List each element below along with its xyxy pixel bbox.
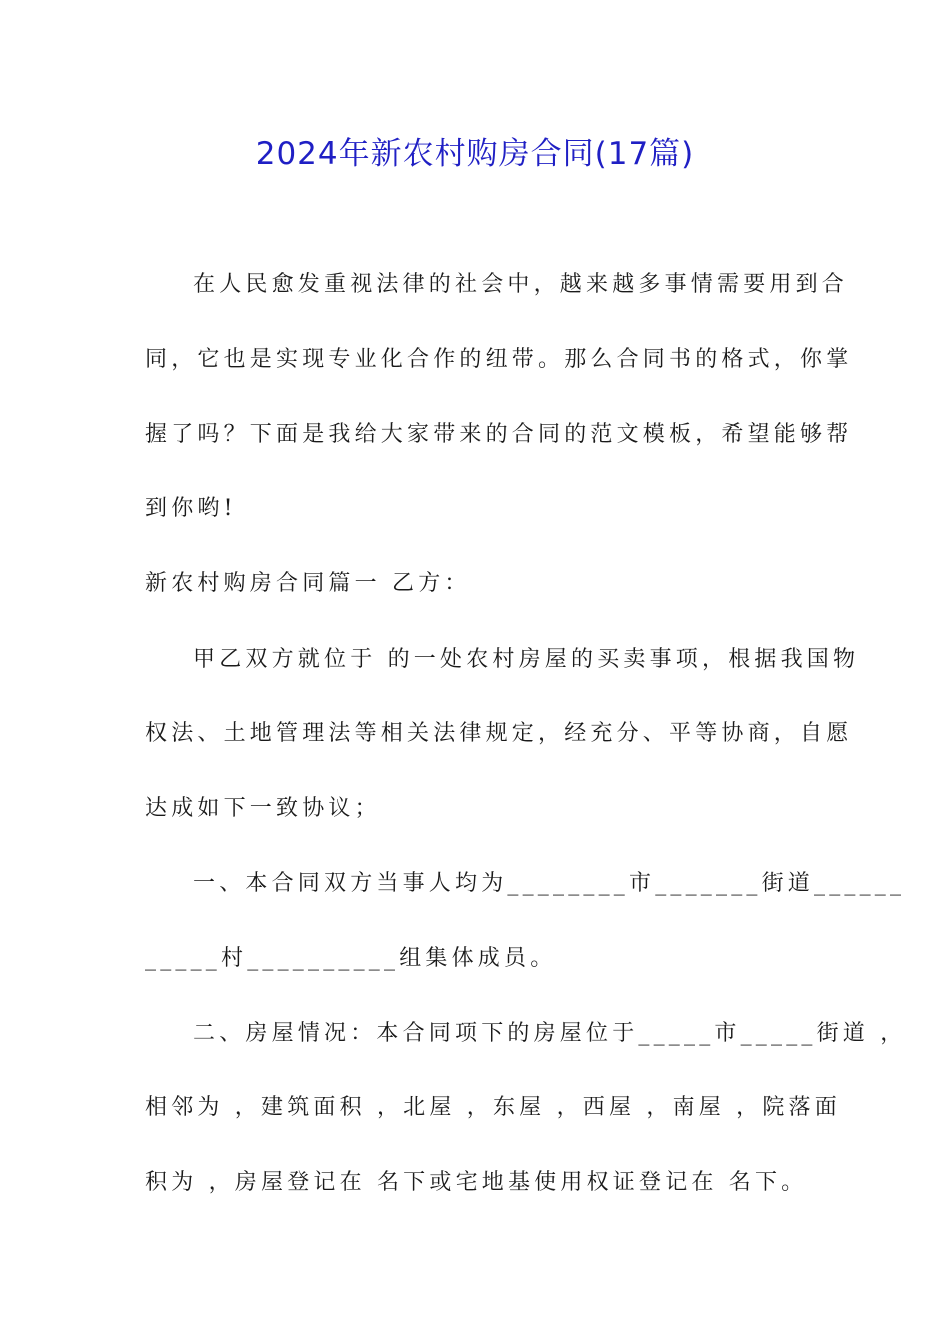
- paragraph-line: 达成如下一致协议；: [145, 796, 381, 821]
- paragraph-line: 甲乙双方就位于 的一处农村房屋的买卖事项，根据我国物: [193, 647, 860, 672]
- paragraph-line: 握了吗？下面是我给大家带来的合同的范文模板，希望能够帮: [145, 422, 853, 447]
- paragraph-line: 到你哟!: [145, 496, 237, 521]
- clause-line: 相邻为 ，建筑面积 ，北屋 ，东屋 ，西屋 ，南屋 ，院落面: [145, 1095, 841, 1120]
- document-title: 2024年新农村购房合同(17篇): [255, 136, 695, 172]
- clause-line: _____村__________组集体成员。: [145, 946, 557, 971]
- clause-line: 一、本合同双方当事人均为________市_______街道______: [193, 871, 906, 896]
- paragraph-line: 同，它也是实现专业化合作的纽带。那么合同书的格式，你掌: [145, 347, 853, 372]
- clause-line: 积为 ，房屋登记在 名下或宅地基使用权证登记在 名下。: [145, 1170, 808, 1195]
- section-heading: 新农村购房合同篇一 乙方：: [145, 571, 471, 596]
- paragraph-line: 在人民愈发重视法律的社会中，越来越多事情需要用到合: [193, 272, 849, 297]
- paragraph-line: 权法、土地管理法等相关法律规定，经充分、平等协商，自愿: [145, 721, 853, 746]
- clause-line: 二、房屋情况：本合同项下的房屋位于_____市_____街道 ，: [193, 1021, 907, 1046]
